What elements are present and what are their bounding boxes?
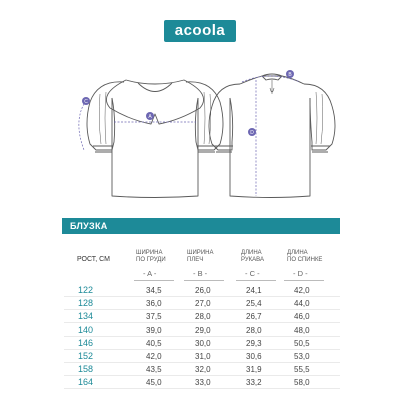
table-cell: 48,0 (294, 325, 310, 335)
front-measurements (79, 98, 196, 150)
section-title-bar (62, 218, 340, 234)
col-header-b (187, 250, 213, 264)
table-cell: 39,0 (146, 325, 162, 335)
col-header-a (136, 250, 166, 264)
table-cell: 55,5 (294, 365, 310, 375)
table-cell: 24,1 (246, 286, 262, 295)
table-cell: 26,0 (195, 286, 211, 295)
back-markers (248, 70, 294, 136)
back-body-outline (230, 98, 310, 198)
table-row-height: 140 (78, 324, 94, 335)
table-cell: 25,4 (246, 299, 262, 309)
col-header-c-line1: ДЛИНА (241, 250, 262, 256)
back-measurements (242, 76, 300, 196)
col-header-b-line2: ПЛЕЧ (187, 257, 204, 263)
table-cell: 28,0 (246, 325, 262, 335)
table-row-divider (64, 322, 340, 323)
brand-logo-text: acoola (174, 22, 226, 39)
brand-logo (164, 20, 236, 42)
table-row-divider (64, 375, 340, 376)
table-cell: 53,0 (294, 352, 310, 361)
front-markers (82, 97, 154, 120)
table-cell: 46,0 (294, 312, 310, 322)
table-cell: 31,9 (246, 365, 262, 375)
col-header-c (241, 250, 264, 264)
front-collar (106, 80, 203, 124)
table-cell: 32,0 (195, 365, 211, 375)
table-row-divider (64, 336, 340, 337)
col-header-d (287, 250, 322, 264)
marker-b-label: B (288, 72, 292, 78)
table-cell: 37,5 (146, 312, 162, 322)
table-row-divider (64, 349, 340, 350)
col-letter-a: - A - (143, 269, 157, 278)
table-cell: 43,5 (146, 365, 162, 375)
col-header-d-line1: ДЛИНА (287, 250, 308, 256)
col-header-a-line1: ШИРИНА (136, 250, 163, 256)
table-cell: 28,0 (195, 312, 211, 322)
section-title: БЛУЗКА (70, 221, 108, 231)
col-header-d-line2: ПО СПИНКЕ (287, 257, 323, 263)
table-row-divider (64, 362, 340, 363)
marker-c-label: C (84, 99, 88, 105)
table-row-divider (64, 309, 340, 310)
table-cell: 40,5 (146, 338, 162, 348)
col-rule-a (134, 280, 174, 281)
col-letter-c: - C - (245, 269, 260, 278)
table-row-height: 134 (78, 311, 94, 322)
back-collar (262, 74, 282, 80)
table-cell: 27,0 (195, 299, 211, 309)
back-right-sleeve-gather (316, 92, 323, 144)
col-letter-b: - B - (193, 269, 208, 278)
table-cell: 29,0 (195, 325, 211, 335)
col-header-a-line2: ПО ГРУДИ (136, 257, 166, 263)
table-row-divider (64, 296, 340, 297)
garment-sketch (0, 58, 400, 208)
front-view (87, 80, 223, 198)
table-cell: 29,3 (246, 338, 262, 348)
front-body-outline (112, 98, 198, 198)
table-cell: 36,0 (146, 299, 162, 309)
table-cell: 33,0 (195, 378, 211, 388)
table-row-height: 152 (78, 351, 94, 361)
table-cell: 31,0 (195, 352, 211, 361)
front-right-cuff (197, 146, 217, 152)
table-row-height: 146 (78, 337, 94, 348)
table-cell: 42,0 (294, 286, 310, 295)
front-left-sleeve-gather (99, 92, 106, 144)
table-cell: 26,7 (246, 312, 262, 322)
table-cell: 45,0 (146, 378, 162, 388)
col-rule-c (236, 280, 276, 281)
table-row-divider (64, 388, 340, 389)
back-right-sleeve (304, 84, 335, 150)
col-letter-d: - D - (293, 269, 308, 278)
table-cell: 50,5 (294, 338, 310, 348)
table-cell: 44,0 (294, 299, 310, 309)
table-row-height: 122 (78, 285, 94, 295)
table-row-height: 158 (78, 364, 94, 375)
col-header-c-line2: РУКАВА (241, 257, 264, 263)
row-header: РОСТ, СМ (77, 256, 110, 263)
marker-d-label: D (250, 130, 254, 136)
col-rule-b (184, 280, 224, 281)
col-header-b-line1: ШИРИНА (187, 250, 214, 256)
col-rule-d (284, 280, 324, 281)
table-cell: 30,6 (246, 352, 262, 361)
table-row-height: 164 (78, 377, 94, 388)
table-cell: 30,0 (195, 338, 211, 348)
front-left-cuff (93, 146, 113, 152)
table-cell: 42,0 (146, 352, 162, 361)
table-cell: 33,2 (246, 378, 262, 388)
table-row-height: 128 (78, 298, 94, 309)
back-view (209, 74, 335, 198)
table-cell: 34,5 (146, 286, 162, 295)
back-keyhole (270, 80, 274, 94)
marker-a-label: A (148, 114, 152, 120)
back-left-sleeve (209, 84, 240, 150)
table-cell: 58,0 (294, 378, 310, 388)
